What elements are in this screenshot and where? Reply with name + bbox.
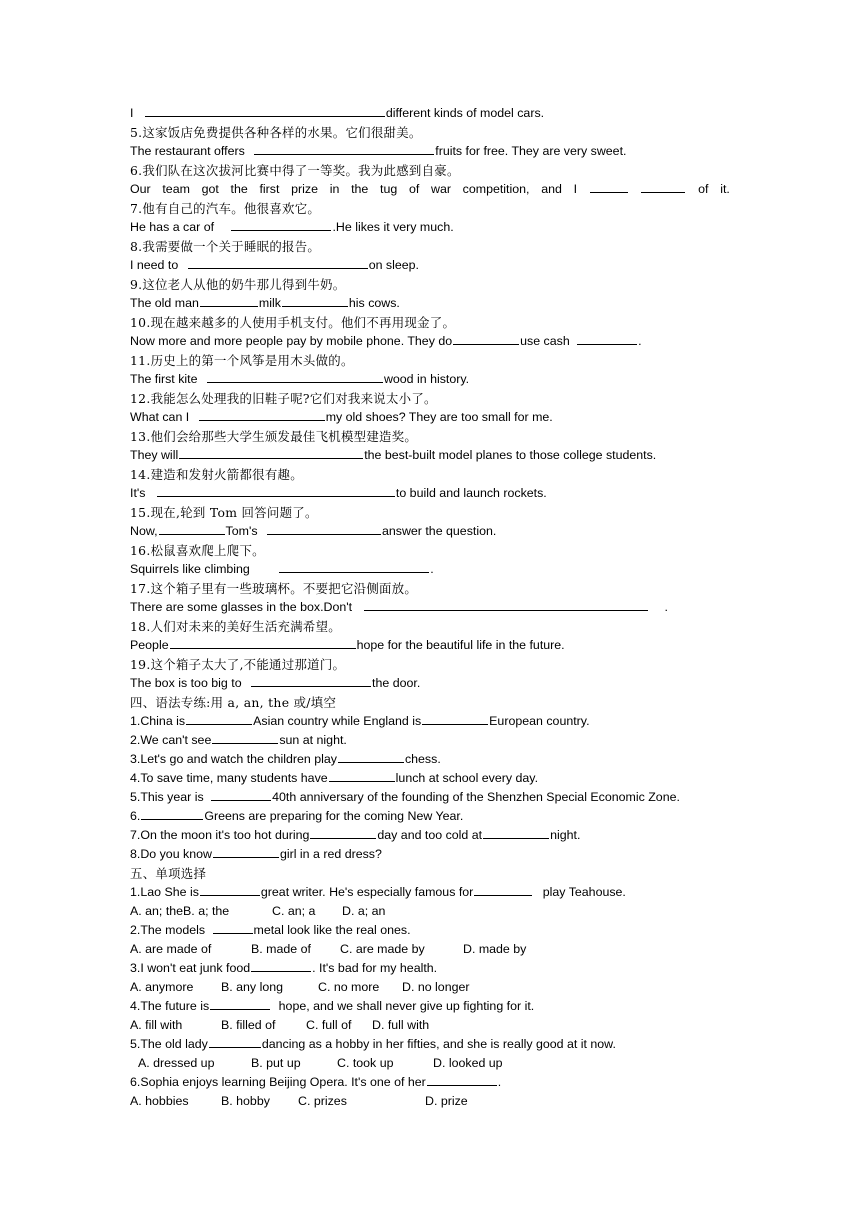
option-b[interactable]: B. put up [251, 1056, 301, 1070]
q9-prefix: The old man [130, 296, 199, 310]
q7-answer-line [130, 218, 742, 237]
s5-q6-options [130, 1092, 742, 1111]
q19-chinese: 19.这个箱子太大了,不能通过那道门。 [130, 657, 346, 672]
option-c[interactable]: C. no more [318, 980, 380, 994]
option-c[interactable]: C. took up [337, 1056, 394, 1070]
word: first [259, 182, 280, 196]
q11-prefix: The first kite [130, 372, 198, 386]
s5-text: . [497, 1075, 502, 1089]
word: the [230, 182, 248, 196]
blank[interactable] [211, 788, 271, 801]
blank[interactable] [453, 332, 519, 345]
q12-chinese: 12.我能怎么处理我的旧鞋子呢?它们对我来说太小了。 [130, 391, 437, 406]
blank[interactable] [207, 370, 383, 383]
s4-text: sun at night. [279, 733, 347, 747]
word: I [573, 182, 578, 196]
s4-item-4 [130, 769, 742, 788]
s4-text: 4.To save time, many students have [130, 771, 328, 785]
blank[interactable] [200, 294, 258, 307]
q9-chinese: 9.这位老人从他的奶牛那儿得到牛奶。 [130, 277, 346, 292]
word: team [162, 182, 190, 196]
q5-prefix: The restaurant offers [130, 144, 245, 158]
word: got [201, 182, 219, 196]
s4-text: Asian country while England is [253, 714, 422, 728]
s4-text: European country. [489, 714, 590, 728]
s4-text: night. [550, 828, 581, 842]
s5-text: 5.The old lady [130, 1037, 208, 1051]
word: of [408, 182, 420, 196]
s5-text: 6.Sophia enjoys learning Beijing Opera. It's one of her [130, 1075, 426, 1089]
s4-item-1 [130, 712, 742, 731]
blank[interactable] [141, 807, 203, 820]
s5-q4-options [130, 1016, 742, 1035]
blank[interactable] [251, 959, 311, 972]
q8-prefix: I need to [130, 258, 179, 272]
blank[interactable] [157, 484, 395, 497]
q5-suffix: fruits for free. They are very sweet. [435, 144, 627, 158]
option-c[interactable]: C. are made by [340, 942, 425, 956]
q10-chinese: 10.现在越来越多的人使用手机支付。他们不再用现金了。 [130, 315, 456, 330]
q17-chinese: 17.这个箱子里有一些玻璃杯。不要把它沿侧面放。 [130, 581, 418, 596]
q12-answer-line [130, 408, 742, 427]
q18-chinese: 18.人们对未来的美好生活充满希望。 [130, 619, 341, 634]
option-c[interactable]: C. prizes [298, 1094, 347, 1108]
q18-answer-line [130, 636, 742, 655]
q18-suffix: hope for the beautiful life in the future. [356, 638, 565, 652]
q17-answer-line [130, 598, 742, 617]
worksheet [130, 104, 742, 1111]
q11-suffix: wood in history. [383, 372, 470, 386]
s5-q6 [130, 1073, 742, 1092]
option-b[interactable]: B. made of [251, 942, 311, 956]
q10-middle: use cash [520, 334, 570, 348]
blank[interactable] [159, 522, 225, 535]
q15-middle: Tom's [225, 524, 258, 538]
s5-q2 [130, 921, 742, 940]
q9-suffix: his cows. [348, 296, 400, 310]
q4-prefix: I [130, 106, 134, 120]
s5-text: 2.The models [130, 923, 206, 937]
blank[interactable] [210, 997, 270, 1010]
q9-answer-line [130, 294, 742, 313]
blank[interactable] [267, 522, 381, 535]
s5-text: play Teahouse. [542, 885, 626, 899]
q8-answer-line [130, 256, 742, 275]
option-a[interactable]: A. anymore [130, 980, 194, 994]
blank[interactable] [364, 598, 648, 611]
blank[interactable] [590, 180, 628, 193]
word: the [351, 182, 369, 196]
s4-item-6 [130, 807, 742, 826]
blank[interactable] [251, 674, 371, 687]
blank[interactable] [170, 636, 356, 649]
q14-answer-line [130, 484, 742, 503]
s4-text: 5.This year is [130, 790, 204, 804]
section5-heading: 五、单项选择 [130, 866, 207, 881]
s4-text: 8.Do you know [130, 847, 212, 861]
q12-suffix: my old shoes? They are too small for me. [325, 410, 553, 424]
s5-q5 [130, 1035, 742, 1054]
s4-text: day and too cold at [377, 828, 483, 842]
word: competition, [462, 182, 530, 196]
q8-suffix: on sleep. [368, 258, 419, 272]
blank[interactable] [213, 845, 279, 858]
s5-q1 [130, 883, 742, 902]
q5-answer-line [130, 142, 742, 161]
blank[interactable] [212, 731, 278, 744]
q10-prefix: Now more and more people pay by mobile phone. They do [130, 334, 453, 348]
word: of [698, 182, 709, 196]
s4-text: 6. [130, 809, 141, 823]
s5-q5-options [130, 1054, 742, 1073]
blank[interactable] [179, 446, 363, 459]
q8-chinese: 8.我需要做一个关于睡眠的报告。 [130, 239, 321, 254]
s4-item-7 [130, 826, 742, 845]
option-a[interactable]: A. dressed up [138, 1056, 215, 1070]
s5-q4 [130, 997, 742, 1016]
s4-text: 40th anniversary of the founding of the Shenzhen Special Economic Zone. [272, 790, 680, 804]
word: in [329, 182, 340, 196]
option-b[interactable]: B. any long [221, 980, 283, 994]
blank[interactable] [282, 294, 348, 307]
s4-text: Greens are preparing for the coming New Year. [204, 809, 464, 823]
option-b[interactable]: B. hobby [221, 1094, 270, 1108]
q15-suffix: answer the question. [381, 524, 497, 538]
q6-answer-line [130, 180, 730, 199]
blank[interactable] [427, 1073, 497, 1086]
q13-chinese: 13.他们会给那些大学生颁发最佳飞机模型建造奖。 [130, 429, 418, 444]
blank[interactable] [338, 750, 404, 763]
q4-answer-line [130, 104, 742, 123]
option-b[interactable]: B. filled of [221, 1018, 276, 1032]
s5-text: hope, and we shall never give up fighting for it. [278, 999, 535, 1013]
q14-suffix: to build and launch rockets. [395, 486, 547, 500]
s5-text: dancing as a hobby in her fifties, and she is really good at it now. [261, 1037, 616, 1051]
s4-text: 7.On the moon it's too hot during [130, 828, 310, 842]
option-d[interactable]: D. full with [372, 1018, 430, 1032]
q16-chinese: 16.松鼠喜欢爬上爬下。 [130, 543, 265, 558]
section4-heading: 四、语法专练:用 a, an, the 或/填空 [130, 695, 337, 710]
blank[interactable] [577, 332, 637, 345]
s4-text: chess. [404, 752, 441, 766]
s5-q3 [130, 959, 742, 978]
option-a[interactable]: A. are made of [130, 942, 212, 956]
q18-prefix: People [130, 638, 169, 652]
blank[interactable] [329, 769, 395, 782]
option-b[interactable]: B. a; the [183, 904, 230, 918]
option-d[interactable]: D. no longer [402, 980, 470, 994]
q17-suffix: . [664, 600, 668, 614]
word: and [541, 182, 562, 196]
q7-chinese: 7.他有自己的汽车。他很喜欢它。 [130, 201, 321, 216]
q11-chinese: 11.历史上的第一个风筝是用木头做的。 [130, 353, 354, 368]
s5-q1-options [130, 902, 742, 921]
s4-item-3 [130, 750, 742, 769]
option-a[interactable]: A. fill with [130, 1018, 183, 1032]
s4-item-8 [130, 845, 742, 864]
q17-prefix: There are some glasses in the box.Don't [130, 600, 353, 614]
word: war [431, 182, 451, 196]
q15-answer-line [130, 522, 742, 541]
option-d[interactable]: D. prize [425, 1094, 468, 1108]
s5-q3-options [130, 978, 742, 997]
blank[interactable] [213, 921, 253, 934]
q4-suffix: different kinds of model cars. [385, 106, 545, 120]
s5-text: 4.The future is [130, 999, 210, 1013]
s5-q2-options [130, 940, 742, 959]
option-d[interactable]: D. a; an [342, 904, 386, 918]
s4-text: 3.Let's go and watch the children play [130, 752, 337, 766]
q19-answer-line [130, 674, 742, 693]
blank[interactable] [254, 142, 434, 155]
s4-text: girl in a red dress? [279, 847, 382, 861]
option-c[interactable]: C. an; a [272, 904, 316, 918]
blank[interactable] [641, 180, 685, 193]
q14-prefix: It's [130, 486, 146, 500]
q7-suffix: .He likes it very much. [332, 220, 454, 234]
q15-prefix: Now, [130, 524, 158, 538]
q13-suffix: the best-built model planes to those college students. [364, 448, 657, 462]
q13-prefix: They will [130, 448, 179, 462]
s5-text: 3.I won't eat junk food [130, 961, 251, 975]
q9-middle: milk [258, 296, 281, 310]
q16-answer-line [130, 560, 742, 579]
option-c[interactable]: C. full of [306, 1018, 352, 1032]
blank[interactable] [186, 712, 252, 725]
q11-answer-line [130, 370, 742, 389]
word: tug [380, 182, 398, 196]
q14-chinese: 14.建造和发射火箭都很有趣。 [130, 467, 303, 482]
s4-text: lunch at school every day. [395, 771, 539, 785]
option-d[interactable]: D. looked up [433, 1056, 503, 1070]
q16-suffix: . [430, 562, 434, 576]
blank[interactable] [231, 218, 331, 231]
blank[interactable] [188, 256, 368, 269]
q6-chinese: 6.我们队在这次拔河比赛中得了一等奖。我为此感到自豪。 [130, 163, 460, 178]
q5-chinese: 5.这家饭店免费提供各种各样的水果。它们很甜美。 [130, 125, 422, 140]
option-a[interactable]: A. hobbies [130, 1094, 189, 1108]
blank[interactable] [199, 408, 325, 421]
q13-answer-line [130, 446, 742, 465]
q10-suffix: . [638, 334, 642, 348]
option-a[interactable]: A. an; the [130, 904, 184, 918]
s5-text: 1.Lao She is [130, 885, 199, 899]
s4-text: 1.China is [130, 714, 186, 728]
blank[interactable] [483, 826, 549, 839]
s4-text: 2.We can't see [130, 733, 212, 747]
s4-item-2 [130, 731, 742, 750]
s5-text: . It's bad for my health. [312, 961, 438, 975]
blank[interactable] [279, 560, 429, 573]
blank[interactable] [422, 712, 488, 725]
blank[interactable] [474, 883, 532, 896]
q7-prefix: He has a car of [130, 220, 215, 234]
word: prize [291, 182, 319, 196]
word: it. [720, 182, 730, 196]
s5-text: metal look like the real ones. [253, 923, 411, 937]
blank[interactable] [145, 104, 385, 117]
blank[interactable] [209, 1035, 261, 1048]
option-d[interactable]: D. made by [463, 942, 527, 956]
word: Our [130, 182, 151, 196]
blank[interactable] [200, 883, 260, 896]
q12-prefix: What can I [130, 410, 190, 424]
s5-text: great writer. He's especially famous for [260, 885, 474, 899]
q19-prefix: The box is too big to [130, 676, 242, 690]
blank[interactable] [310, 826, 376, 839]
q15-chinese: 15.现在,轮到 Tom 回答问题了。 [130, 505, 318, 520]
q19-suffix: the door. [372, 676, 421, 690]
s4-item-5 [130, 788, 742, 807]
q10-answer-line [130, 332, 742, 351]
q16-prefix: Squirrels like climbing [130, 562, 250, 576]
